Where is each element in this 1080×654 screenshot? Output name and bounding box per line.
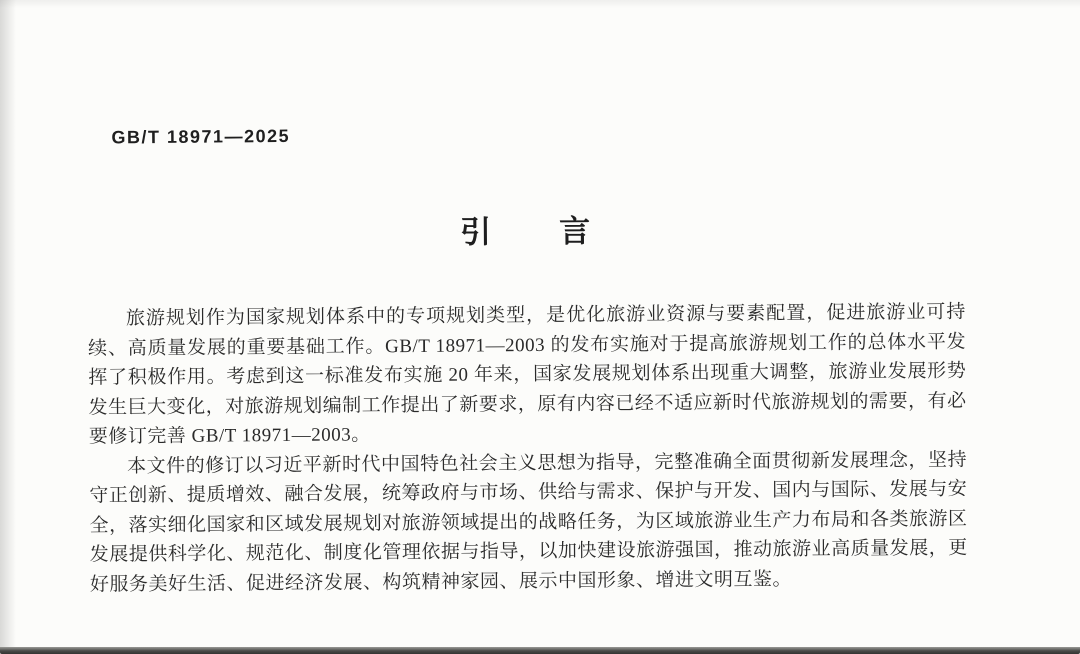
page-title: 引 言 (460, 213, 593, 250)
scan-bottom-edge (0, 647, 1080, 654)
standard-number: GB/T 18971—2025 (111, 125, 291, 148)
paragraph-1: 旅游规划作为国家规划体系中的专项规划类型，是优化旅游业资源与要素配置，促进旅游业可持续、高质量发展的重要基础工作。GB/T 18971—2003 的发布实施对于提高旅游规划工作的总体水平发挥了积极作用。考虑到这一标准发布实施 20 年来，国家发展规划体系出现重大调整，旅游业发展形势发生巨大变化，对旅游规划编制工作提出了新要求，原有内容已经不适应新时代旅游规划的需要，有必要修订完善 GB/T 18971—2003。 (88, 301, 967, 448)
introduction-body (88, 298, 968, 600)
paragraph-2: 本文件的修订以习近平新时代中国特色社会主义思想为指导，完整准确全面贯彻新发展理念，坚持守正创新、提质增效、融合发展，统筹政府与市场、供给与需求、保护与开发、国内与国际、发展与安全，落实细化国家和区域发展规划对旅游领域提出的战略任务，为区域旅游业生产力布局和各类旅游区发展提供科学化、规范化、制度化管理依据与指导，以加快建设旅游强国，推动旅游业高质量发展，更好服务美好生活、促进经济发展、构筑精神家园、展示中国形象、增进文明互鉴。 (89, 449, 968, 596)
